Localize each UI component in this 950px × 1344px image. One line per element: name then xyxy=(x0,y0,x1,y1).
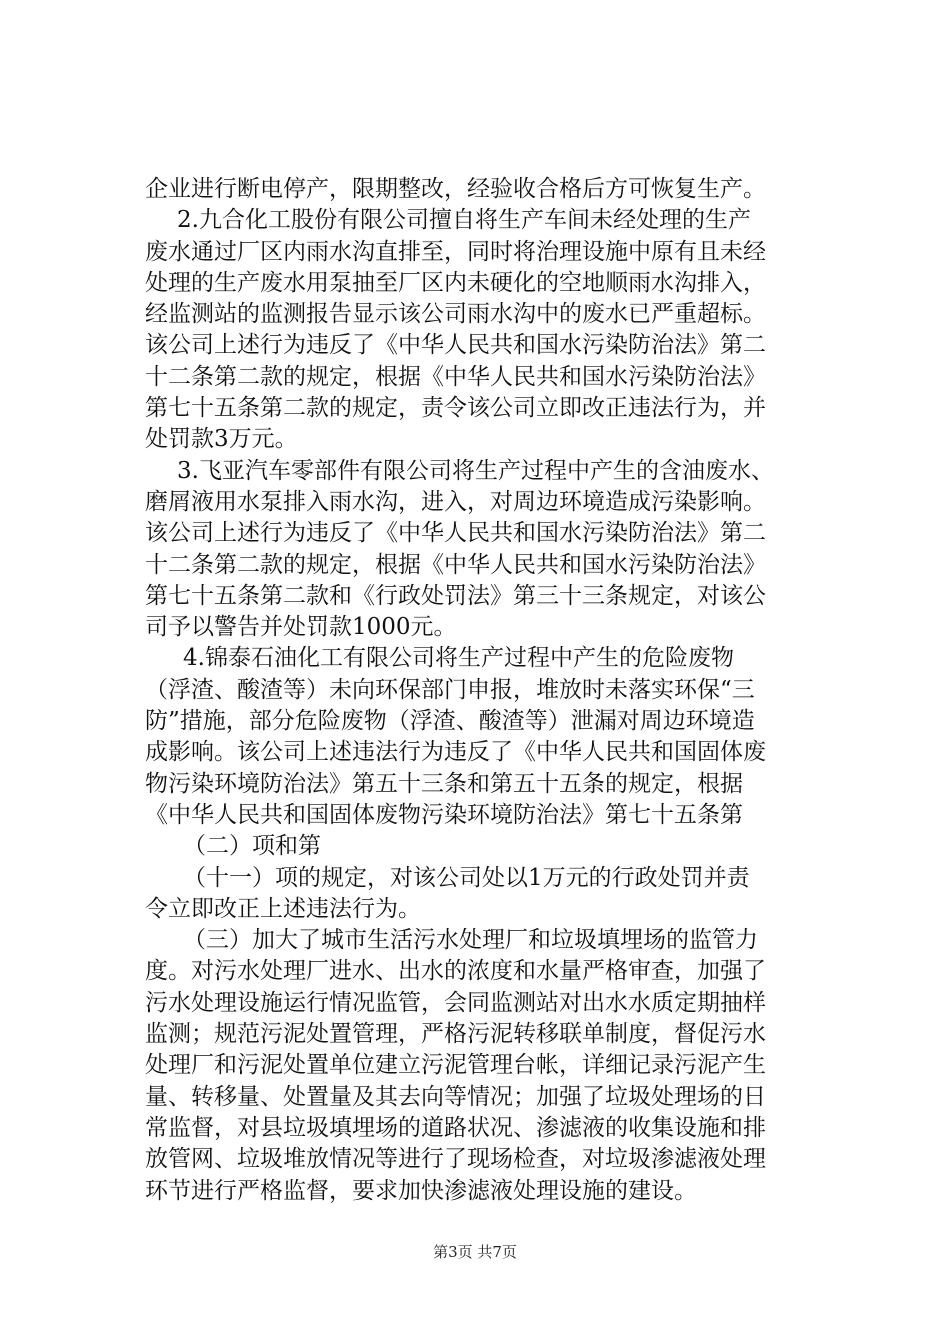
text-line: 度。对污水处理厂进水、出水的浓度和水量严格审查，加强了 xyxy=(145,958,766,985)
text-line: 企业进行断电停产，限期整改，经验收合格后方可恢复生产。 xyxy=(145,176,766,202)
text-line: 磨屑液用水泵排入雨水沟，进入，对周边环境造成污染影响。 xyxy=(145,488,766,515)
text-line: （三）加大了城市生活污水处理厂和垃圾填埋场的监管力 xyxy=(183,927,758,954)
text-line: 量、转移量、处置量及其去向等情况；加强了垃圾处理场的日 xyxy=(145,1083,766,1110)
text-line: 4.锦泰石油化工有限公司将生产过程中产生的危险废物 xyxy=(183,645,734,672)
document-body xyxy=(145,174,825,1207)
text-line: 放管网、垃圾堆放情况等进行了现场检查，对垃圾渗滤液处理 xyxy=(145,1146,766,1173)
text-line: 司予以警告并处罚款1000元。 xyxy=(145,614,457,641)
text-line: 该公司上述行为违反了《中华人民共和国水污染防治法》第二 xyxy=(145,332,766,359)
text-line: 经监测站的监测报告显示该公司雨水沟中的废水已严重超标。 xyxy=(145,301,766,328)
text-line: 第七十五条第二款和《行政处罚法》第三十三条规定，对该公 xyxy=(145,582,766,609)
text-line: （十一）项的规定，对该公司处以1万元的行政处罚并责 xyxy=(183,864,750,891)
text-line: 处理厂和污泥处置单位建立污泥管理台帐，详细记录污泥产生 xyxy=(145,1052,766,1079)
text-line: 第七十五条第二款的规定，责令该公司立即改正违法行为，并 xyxy=(145,395,766,422)
text-line: 十二条第二款的规定，根据《中华人民共和国水污染防治法》 xyxy=(145,551,766,578)
text-line: 处罚款3万元。 xyxy=(145,426,298,453)
text-line: 污水处理设施运行情况监管，会同监测站对出水水质定期抽样 xyxy=(145,989,766,1016)
text-line: 物污染环境防治法》第五十三条和第五十五条的规定，根据 xyxy=(145,770,743,797)
text-line: 处理的生产废水用泵抽至厂区内未硬化的空地顺雨水沟排入， xyxy=(145,269,766,296)
text-line: 环节进行严格监督，要求加快渗滤液处理设施的建设。 xyxy=(145,1177,697,1204)
text-line: 常监督，对县垃圾填埋场的道路状况、渗滤液的收集设施和排 xyxy=(145,1114,766,1141)
page-total: 共7页 xyxy=(477,1243,517,1261)
text-line: 3.飞亚汽车零部件有限公司将生产过程中产生的含油废水、 xyxy=(177,457,774,484)
text-line: （浮渣、酸渣等）未向环保部门申报，堆放时未落实环保“三 xyxy=(145,676,755,703)
text-line: 废水通过厂区内雨水沟直排至，同时将治理设施中原有且未经 xyxy=(145,238,766,265)
text-line: 该公司上述行为违反了《中华人民共和国水污染防治法》第二 xyxy=(145,520,766,547)
text-line: 2.九合化工股份有限公司擅自将生产车间未经处理的生产 xyxy=(177,207,751,234)
text-line: （二）项和第 xyxy=(183,833,321,860)
text-line: 监测；规范污泥处置管理，严格污泥转移联单制度，督促污水 xyxy=(145,1021,766,1048)
page-number: 第3页 xyxy=(433,1243,473,1261)
text-line: 十二条第二款的规定，根据《中华人民共和国水污染防治法》 xyxy=(145,363,766,390)
page-footer xyxy=(0,1241,950,1262)
text-line: 成影响。该公司上述违法行为违反了《中华人民共和国固体废 xyxy=(145,739,766,766)
text-line: 防”措施，部分危险废物（浮渣、酸渣等）泄漏对周边环境造 xyxy=(145,708,755,735)
text-line: 令立即改正上述违法行为。 xyxy=(145,895,421,922)
text-line: 《中华人民共和国固体废物污染环境防治法》第七十五条第 xyxy=(145,801,743,828)
